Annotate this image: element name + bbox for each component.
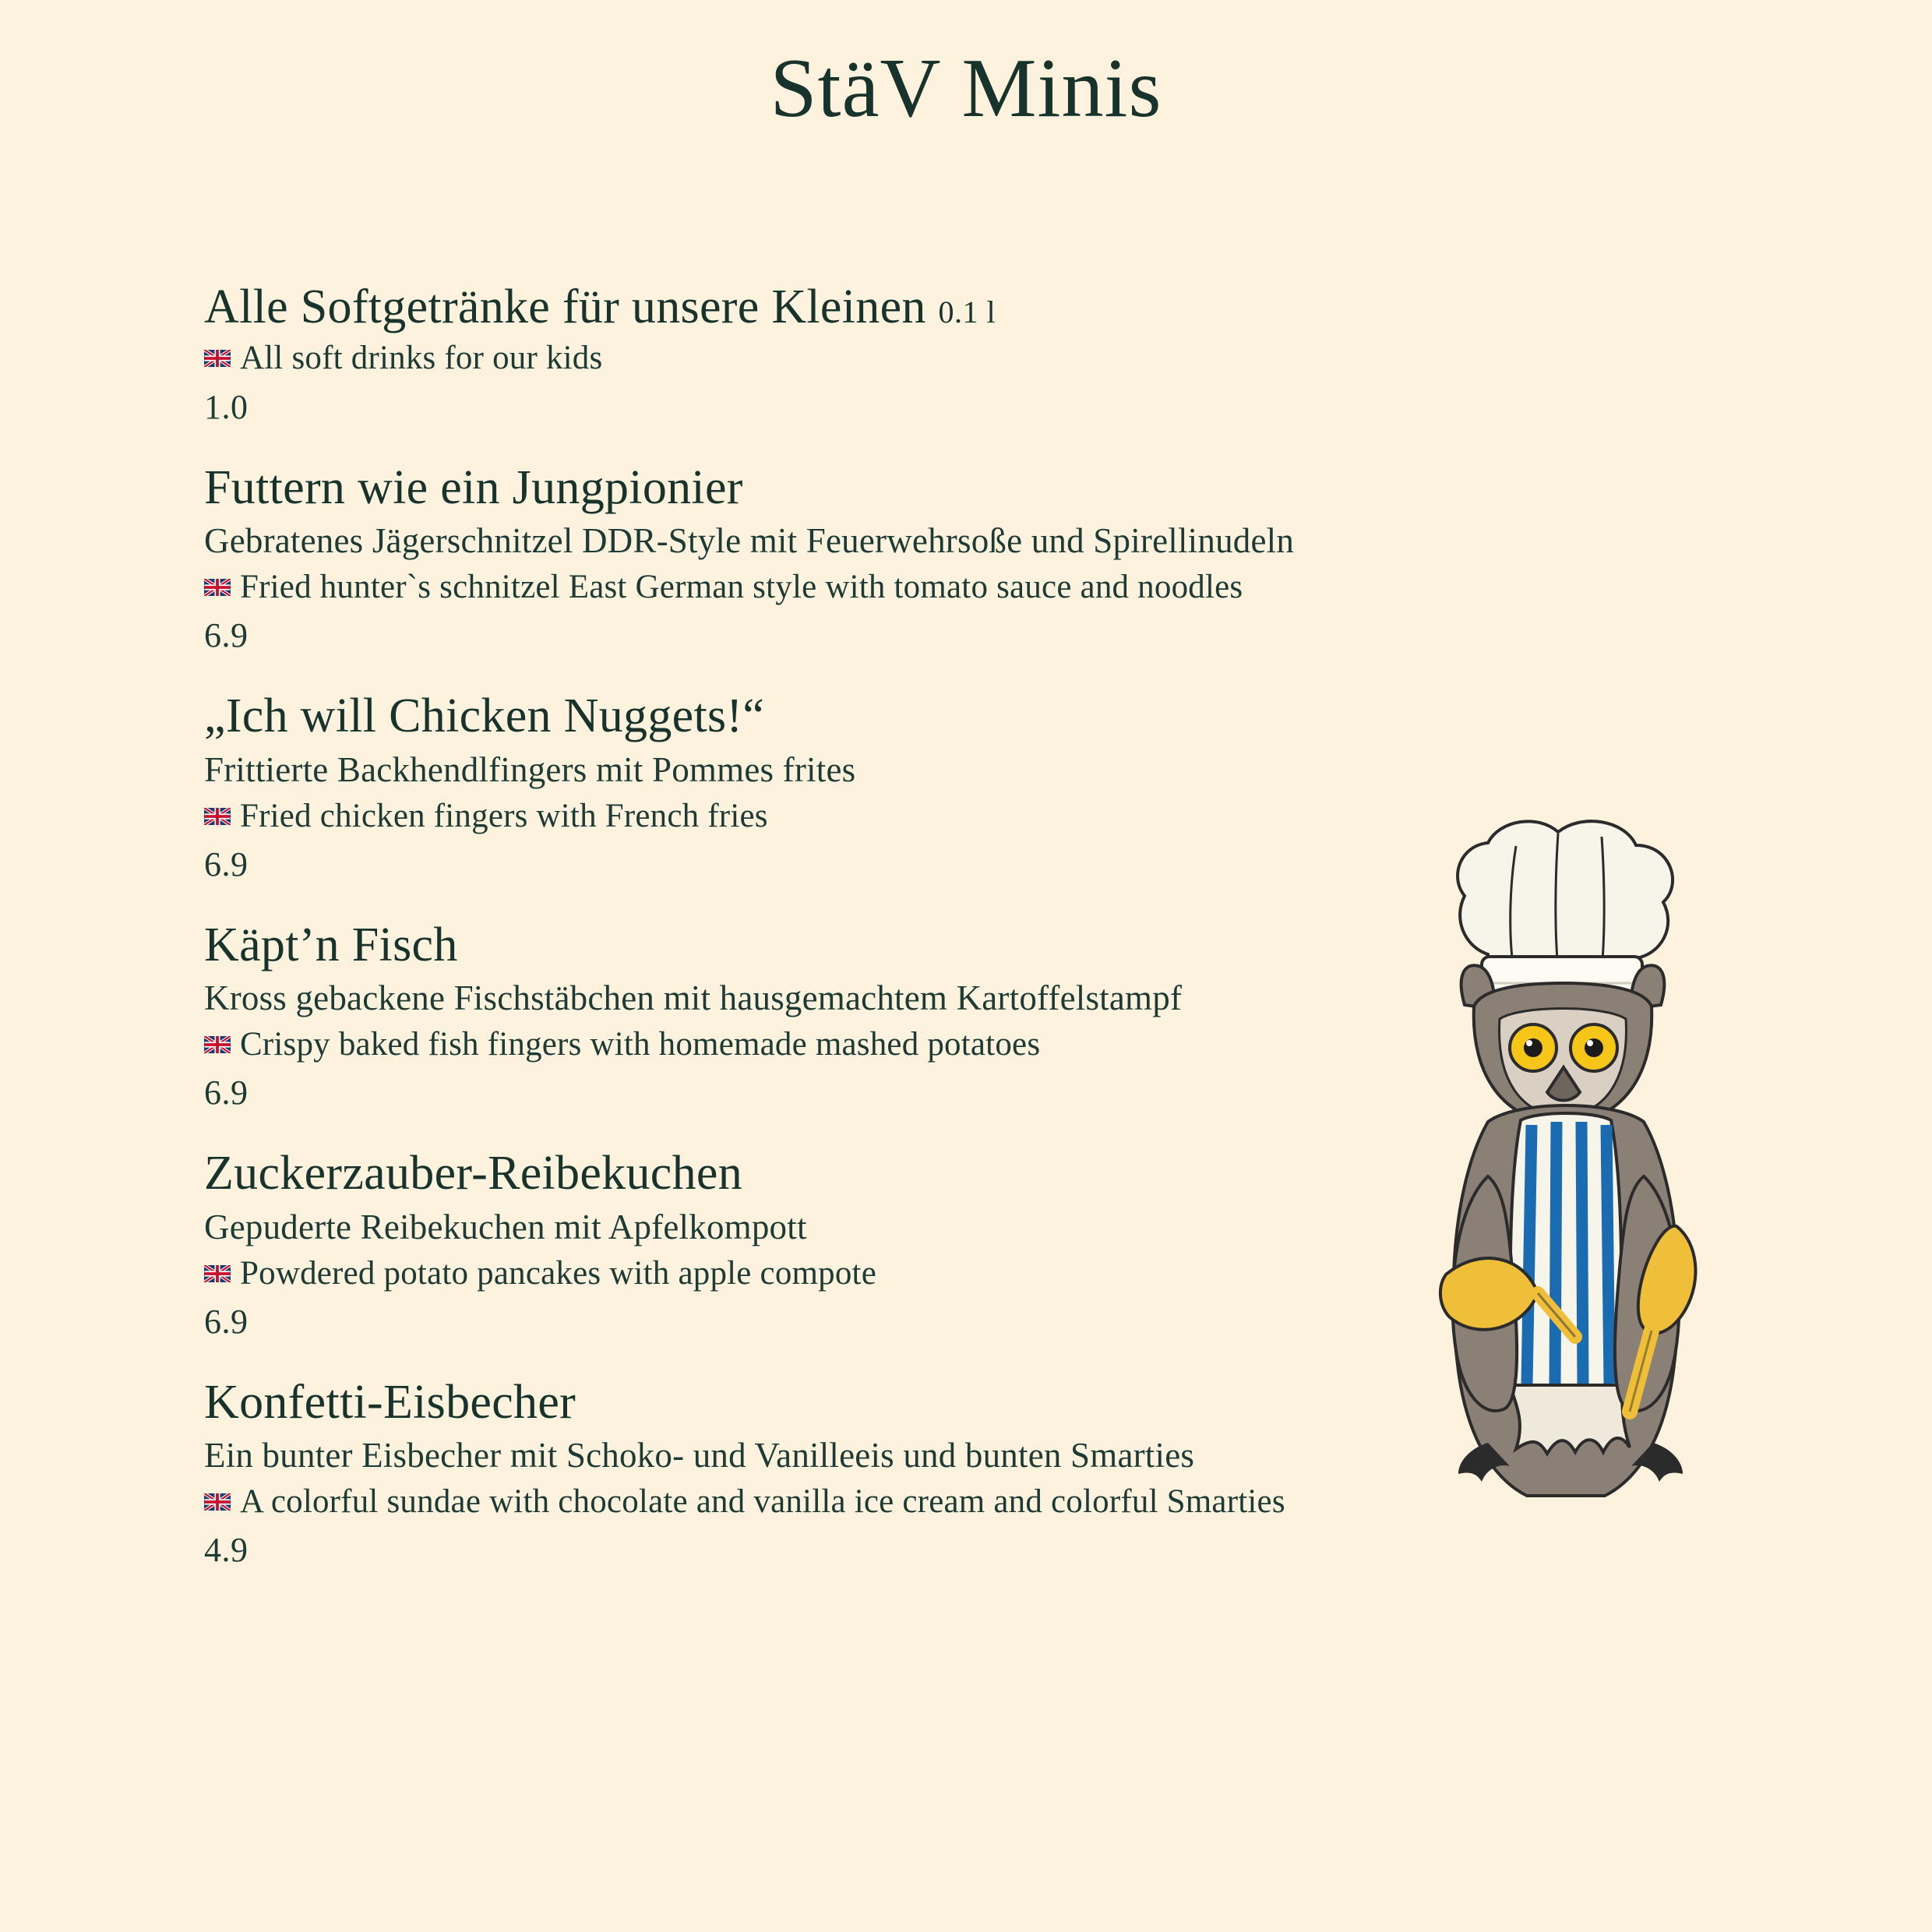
- menu-item-description-de: Ein bunter Eisbecher mit Schoko- und Vanilleeis und bunten Smarties: [204, 1436, 1195, 1475]
- menu-item-title: Käpt’n Fisch: [204, 918, 458, 971]
- menu-item-name: [204, 689, 1451, 743]
- menu-item-description-en: [204, 1024, 1451, 1065]
- menu-item-name: [204, 918, 1451, 972]
- menu-item-description-en-text: All soft drinks for our kids: [240, 340, 603, 377]
- menu-item-price: 4.9: [204, 1531, 249, 1570]
- menu-item-description-en: [204, 337, 1451, 379]
- uk-flag-icon: [204, 1493, 231, 1511]
- menu-item-price: 1.0: [204, 387, 249, 426]
- menu-item: [204, 1147, 1451, 1341]
- menu-item-price: 6.9: [204, 844, 249, 883]
- menu-item: [204, 918, 1451, 1113]
- menu-item-description-en: [204, 795, 1451, 837]
- menu-item-description-en-text: Fried chicken fingers with French fries: [240, 797, 768, 834]
- menu-item-description-en-text: Fried hunter`s schnitzel East German style with tomato sauce and noodles: [240, 568, 1243, 605]
- uk-flag-icon: [204, 1265, 231, 1282]
- menu-item-name: [204, 1147, 1451, 1200]
- menu-item-price: 6.9: [204, 1074, 249, 1112]
- menu-item-description-en-text: A colorful sundae with chocolate and vanilla ice cream and colorful Smarties: [240, 1483, 1285, 1521]
- menu-item-price: 6.9: [204, 616, 249, 655]
- menu-item-description-de: Gebratenes Jägerschnitzel DDR-Style mit Feuerwehrsoße und Spirellinudeln: [204, 521, 1295, 561]
- menu-item-title: Alle Softgetränke für unsere Kleinen: [204, 280, 926, 333]
- page-title: StäV Minis: [770, 42, 1162, 135]
- menu-item-description-en: [204, 1253, 1451, 1294]
- menu-item-name: [204, 280, 1451, 334]
- uk-flag-icon: [204, 1036, 231, 1053]
- uk-flag-icon: [204, 350, 231, 367]
- menu-item-title: Konfetti-Eisbecher: [204, 1375, 576, 1429]
- uk-flag-icon: [204, 808, 231, 825]
- menu-item-description-en: [204, 566, 1451, 608]
- menu-item-price: 6.9: [204, 1302, 249, 1341]
- menu-item-description-en-text: Powdered potato pancakes with apple compote: [240, 1254, 876, 1292]
- menu-item: [204, 689, 1451, 884]
- menu-item-name: [204, 1376, 1451, 1430]
- uk-flag-icon: [204, 579, 231, 596]
- menu-item: [204, 280, 1451, 427]
- menu-item-description-de: Frittierte Backhendlfingers mit Pommes frites: [204, 749, 856, 789]
- menu-item-title: Futtern wie ein Jungpionier: [204, 460, 743, 514]
- menu-item-list: [204, 280, 1451, 1604]
- menu-item: [204, 1376, 1451, 1571]
- menu-item-description-de: Kross gebackene Fischstäbchen mit hausgemachtem Kartoffelstampf: [204, 978, 1183, 1018]
- menu-item-name: [204, 461, 1451, 515]
- menu-item-description-de: Gepuderte Reibekuchen mit Apfelkompott: [204, 1207, 807, 1246]
- menu-item: [204, 461, 1451, 656]
- chef-owl-illustration: [1371, 810, 1854, 1605]
- menu-item-description-en: [204, 1481, 1451, 1522]
- menu-item-title: „Ich will Chicken Nuggets!“: [204, 689, 765, 743]
- menu-item-title: Zuckerzauber-Reibekuchen: [204, 1147, 743, 1200]
- menu-item-volume: 0.1 l: [938, 294, 996, 330]
- menu-item-description-en-text: Crispy baked fish fingers with homemade mashed potatoes: [240, 1026, 1041, 1063]
